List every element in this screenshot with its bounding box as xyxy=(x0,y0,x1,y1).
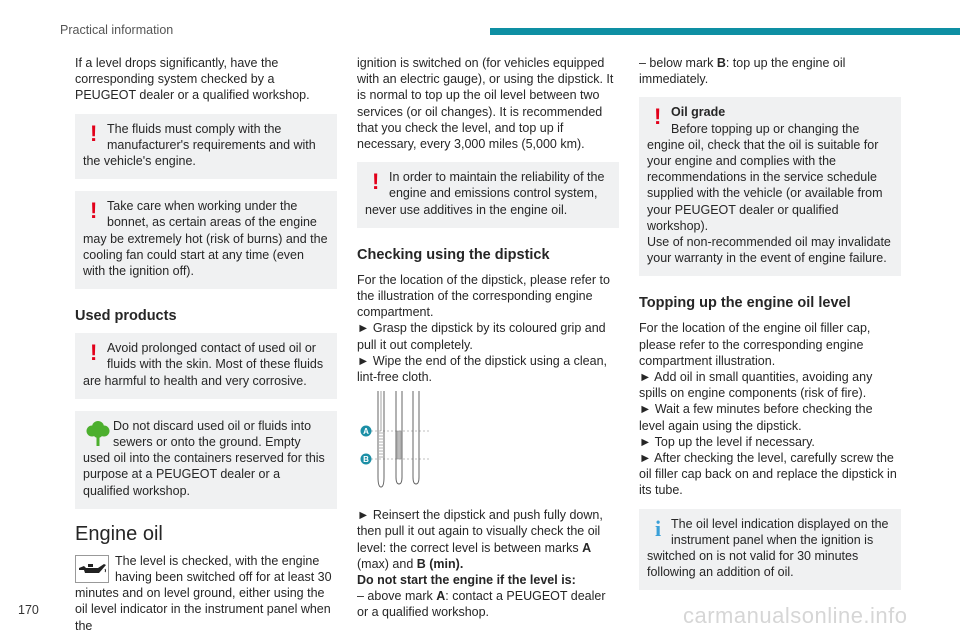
column-1 xyxy=(75,55,337,634)
topping-up-heading: Topping up the engine oil level xyxy=(639,295,851,312)
dipstick-drawing xyxy=(357,389,447,499)
recycle-tree-icon xyxy=(85,418,111,448)
dipstick-illustration xyxy=(357,389,619,499)
note-text: The oil level indication displayed on the instrument panel when the ignition is switched on is not valid for 30 minutes following an addition of oil. xyxy=(647,516,889,580)
topping-intro: For the location of the engine oil filler cap, please refer to the corresponding engine compartment illustration. xyxy=(639,321,871,368)
dipstick-heading: Checking using the dipstick xyxy=(357,246,550,263)
exclamation-icon: ! xyxy=(90,340,98,366)
mark-b-label: B xyxy=(363,455,369,465)
environment-note xyxy=(75,411,337,509)
warning-note xyxy=(75,191,337,289)
topping-step-1: ► Add oil in small quantities, avoiding any spills on engine components (risk of fire). xyxy=(639,370,873,401)
topping-step-4: ► After checking the level, carefully screw the oil filler cap back on and replace the dipstick in its tube. xyxy=(639,451,897,498)
exclamation-icon: ! xyxy=(372,169,380,195)
oil-grade-text-2: Use of non-recommended oil may invalidate your warranty in the event of engine failure. xyxy=(647,235,891,266)
exclamation-icon: ! xyxy=(654,104,662,130)
note-text: The fluids must comply with the manufacturer's requirements and with the vehicle's engine. xyxy=(83,121,316,169)
engine-start-warning: Do not start the engine if the level is: xyxy=(357,573,576,588)
oil-can-icon xyxy=(75,555,109,583)
column-3 xyxy=(639,55,901,602)
step-wipe: ► Wipe the end of the dipstick using a clean, lint-free cloth. xyxy=(357,353,608,385)
topping-step-2: ► Wait a few minutes before checking the level again using the dipstick. xyxy=(639,402,873,433)
above-mark-a: – above mark A: contact a PEUGEOT dealer or a qualified workshop. xyxy=(357,589,606,620)
engine-oil-text: The level is checked, with the engine having been switched off for at least 30 minutes and on level ground, either using the oil level indicator in the instrument panel when the xyxy=(75,553,332,633)
exclamation-icon: ! xyxy=(90,198,98,224)
warning-note xyxy=(357,162,619,228)
used-products-heading: Used products xyxy=(75,308,177,325)
step-reinsert: ► Reinsert the dipstick and push fully down, then pull it out again to visually check the oil level: the correct level is between marks A (max) and B (min). xyxy=(357,508,603,571)
topping-step-3: ► Top up the level if necessary. xyxy=(639,434,815,449)
info-icon: i xyxy=(655,515,662,541)
continued-paragraph: ignition is switched on (for vehicles equipped with an electric gauge), or using the dipstick. It is normal to top up the oil level between two services (or oil changes). It is recommended that you check the level, and top up if necessary, every 3,000 miles (5,000 km). xyxy=(357,56,614,152)
header-accent-bar xyxy=(490,28,960,35)
dipstick-intro: For the location of the dipstick, please refer to the illustration of the corresponding engine compartment. xyxy=(357,272,610,320)
section-title: Practical information xyxy=(60,23,174,37)
info-note xyxy=(639,509,901,591)
exclamation-icon: ! xyxy=(90,120,98,146)
below-mark-b: – below mark B: top up the engine oil immediately. xyxy=(639,56,846,87)
note-text: Avoid prolonged contact of used oil or fluids with the skin. Most of these fluids are harmful to health and very corrosive. xyxy=(83,341,324,388)
intro-paragraph: If a level drops significantly, have the corresponding system checked by a PEUGEOT dealer or a qualified workshop. xyxy=(75,56,310,103)
warning-note xyxy=(75,114,337,180)
note-text: Take care when working under the bonnet, as certain areas of the engine may be extremely hot (risk of burns) and the cooling fan could start at any time (even with the ignition off). xyxy=(83,199,328,279)
oil-grade-text: Before topping up or changing the engine oil, check that the oil is suitable for your engine and complies with the recommendations in the service schedule supplied with the vehicle (or available from your PEUGEOT dealer or qualified workshop). xyxy=(647,121,883,233)
engine-oil-heading: Engine oil xyxy=(75,522,163,545)
warning-note xyxy=(75,333,337,399)
note-text: Do not discard used oil or fluids into sewers or onto the ground. Empty used oil into the containers reserved for this purpose at a PEUGEOT dealer or a qualified workshop. xyxy=(83,418,325,498)
watermark: carmanualsonline.info xyxy=(683,603,908,628)
oil-grade-note xyxy=(639,97,901,276)
mark-a-label: A xyxy=(363,427,369,437)
oil-grade-title: Oil grade xyxy=(671,105,726,120)
note-text: In order to maintain the reliability of the engine and emissions control system, never use additives in the engine oil. xyxy=(365,170,605,217)
step-grasp: ► Grasp the dipstick by its coloured grip and pull it out completely. xyxy=(357,321,606,352)
page-number: 170 xyxy=(18,603,39,617)
column-2 xyxy=(357,55,619,621)
